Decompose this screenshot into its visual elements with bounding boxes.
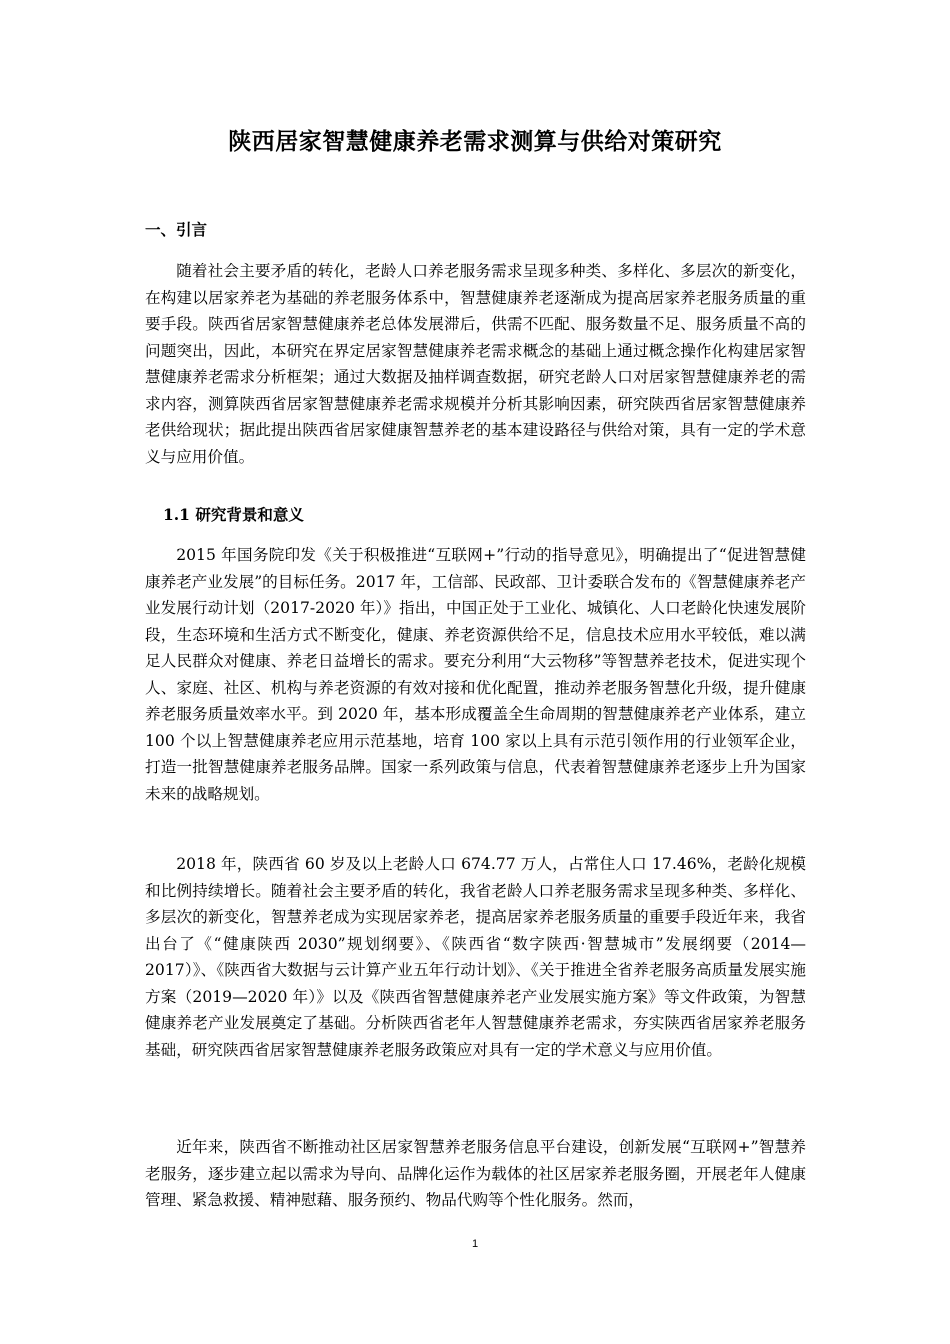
paragraph-shaanxi-aging: 2018 年，陕西省 60 岁及以上老龄人口 674.77 万人，占常住人口 17.46%，老龄化规模和比例持续增长。随着社会主要矛盾的转化，我省老龄人口养老服务需求呈现多种类、多样化、多层次的新变化，智慧养老成为实现居家养老，提高居家养老服务质量的重要手段近年来，我省出台了《“健康陕西 2030”规划纲要》、《陕西省“数字陕西·智慧城市”发展纲要（2014—2017）》、《陕西省大数据与云计算产业五年行动计划》、《关于推进全省养老服务高质量发展实施方案（2019—2020 年）》以及《陕西省智慧健康养老产业发展实施方案》等文件政策，为智慧健康养老产业发展奠定了基础。分析陕西省老年人智慧健康养老需求，夯实陕西省居家养老服务基础，研究陕西省居家智慧健康养老服务政策应对具有一定的学术意义与应用价值。	[145, 855, 806, 1059]
paragraph-introduction: 随着社会主要矛盾的转化，老龄人口养老服务需求呈现多种类、多样化、多层次的新变化，在构建以居家养老为基础的养老服务体系中，智慧健康养老逐渐成为提高居家养老服务质量的重要手段。陕西省居家智慧健康养老总体发展滞后，供需不匹配、服务数量不足、服务质量不高的问题突出，因此，本研究在界定居家智慧健康养老需求概念的基础上通过概念操作化构建居家智慧健康养老需求分析框架；通过大数据及抽样调查数据，研究老龄人口对居家智慧健康养老的需求内容，测算陕西省居家智慧健康养老需求规模并分析其影响因素，研究陕西省居家智慧健康养老供给现状；据此提出陕西省居家健康智慧养老的基本建设路径与供给对策，具有一定的学术意义与应用价值。	[145, 262, 806, 466]
subsection-heading-background: 1.1 研究背景和意义	[163, 505, 304, 524]
document-title: 陕西居家智慧健康养老需求测算与供给对策研究	[228, 128, 722, 155]
section-heading-introduction: 一、引言	[145, 220, 208, 239]
paragraph-policy-background: 2015 年国务院印发《关于积极推进“互联网+”行动的指导意见》，明确提出了“促进智慧健康养老产业发展”的目标任务。2017 年，工信部、民政部、卫计委联合发布的《智慧健康养老产业发展行动计划（2017-2020 年）》指出，中国正处于工业化、城镇化、人口老龄化快速发展阶段，生态环境和生活方式不断变化，健康、养老资源供给不足，信息技术应用水平较低，难以满足人民群众对健康、养老日益增长的需求。要充分利用“大云物移”等智慧养老技术，促进实现个人、家庭、社区、机构与养老资源的有效对接和优化配置，推动养老服务智慧化升级，提升健康养老服务质量效率水平。到 2020 年，基本形成覆盖全生命周期的智慧健康养老产业体系，建立 100 个以上智慧健康养老应用示范基地，培育 100 家以上具有示范引领作用的行业领军企业，打造一批智慧健康养老服务品牌。国家一系列政策与信息，代表着智慧健康养老逐步上升为国家未来的战略规划。	[145, 546, 806, 803]
page-number: 1	[471, 1238, 479, 1250]
paragraph-recent-development: 近年来，陕西省不断推动社区居家智慧养老服务信息平台建设，创新发展“互联网+”智慧养老服务，逐步建立起以需求为导向、品牌化运作为载体的社区居家养老服务圈，开展老年人健康管理、紧急救援、精神慰藉、服务预约、物品代购等个性化服务。然而，	[145, 1138, 806, 1209]
